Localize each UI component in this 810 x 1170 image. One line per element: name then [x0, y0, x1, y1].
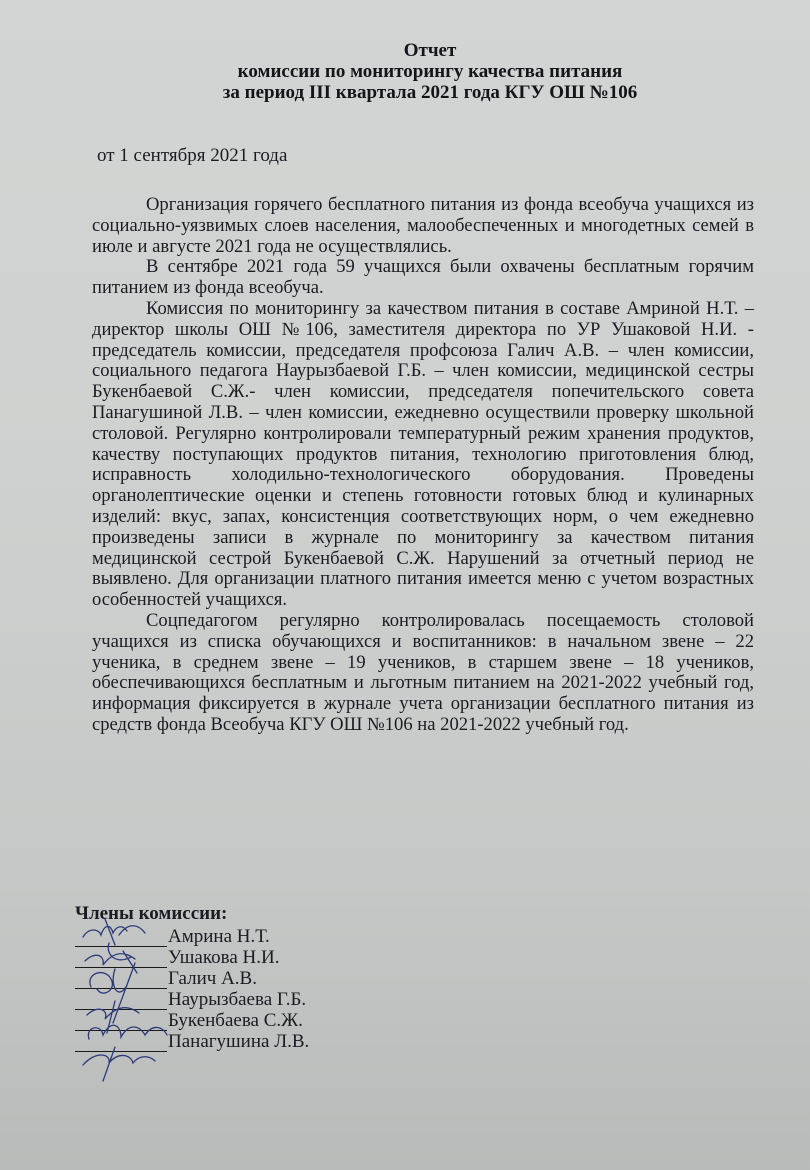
paragraph: Комиссия по мониторингу за качеством питания в составе Амриной Н.Т. – директор школы ОШ №106, заместителя директора по УР Ушаковой Н.И. - председатель комиссии, председателя профсоюза Галич А.В. – член комиссии, социального педагога Наурызбаевой Г.Б. – член комиссии, медицинской сестры Букенбаевой С.Ж.- член комиссии, председателя попечительского совета Панагушиной Л.В. – член комиссии, ежедневно осуществили проверку школьной столовой. Регулярно контролировали температурный режим хранения продуктов, качеству поступающих продуктов питания, технологию приготовления блюд, исправность холодильно-технологического оборудования. Проведены органолептические оценки и степень готовности готовых блюд и кулинарных изделий: вкус, запах, консистенция соответствующих норм, о чем ежедневно произведены записи в журнале по мониторингу за качеством питания медицинской сестрой Букенбаевой С.Ж. Нарушений за отчетный период не выявлено. Для организации платного питания имеется меню с учетом возрастных особенностей учащихся. [92, 297, 754, 611]
paragraph: В сентябре 2021 года 59 учащихся были охвачены бесплатным горячим питанием из фонда всеобуча. [92, 256, 754, 299]
commission-members [75, 903, 309, 1052]
title-line-1: Отчет [403, 40, 457, 61]
signature-line [75, 994, 167, 1010]
member-row [75, 947, 309, 968]
document-body [92, 195, 754, 736]
member-row [75, 968, 309, 989]
member-name: Амрина Н.Т. [168, 926, 270, 947]
member-row [75, 989, 309, 1010]
document-title [0, 40, 810, 103]
member-row [75, 926, 309, 947]
signature-line [75, 1015, 167, 1031]
title-line-3: за период III квартала 2021 года КГУ ОШ №106 [222, 82, 638, 103]
document-date: от 1 сентября 2021 года [97, 145, 288, 166]
member-name: Галич А.В. [168, 968, 257, 989]
signature-line [75, 931, 167, 947]
member-name: Букенбаева С.Ж. [168, 1010, 303, 1031]
signature-line [75, 973, 167, 989]
member-name: Наурызбаева Г.Б. [168, 989, 307, 1010]
members-title: Члены комиссии: [75, 903, 228, 924]
signature-6 [83, 1047, 155, 1081]
title-line-2: комиссии по мониторингу качества питания [237, 61, 623, 82]
paragraph: Соцпедагогом регулярно контролировалась посещаемость столовой учащихся из списка обучающихся и воспитанников: в начальном звене – 22 ученика, в среднем звене – 19 учеников, в старшем звене – 18 учеников, обеспечивающихся бесплатным и льготным питанием на 2021-2022 учебный год, информация фиксируется в журнале учета организации бесплатного питания из средств фонда Всеобуча КГУ ОШ №106 на 2021-2022 учебный год. [92, 609, 754, 735]
member-name: Панагушина Л.В. [168, 1031, 310, 1052]
signature-line [75, 1036, 167, 1052]
member-row [75, 1010, 309, 1031]
paragraph: Организация горячего бесплатного питания из фонда всеобуча учащихся из социально-уязвимых слоев населения, малообеспеченных и многодетных семей в июле и августе 2021 года не осуществлялись. [92, 194, 754, 257]
member-name: Ушакова Н.И. [168, 947, 280, 968]
signature-line [75, 952, 167, 968]
member-row [75, 1031, 309, 1052]
